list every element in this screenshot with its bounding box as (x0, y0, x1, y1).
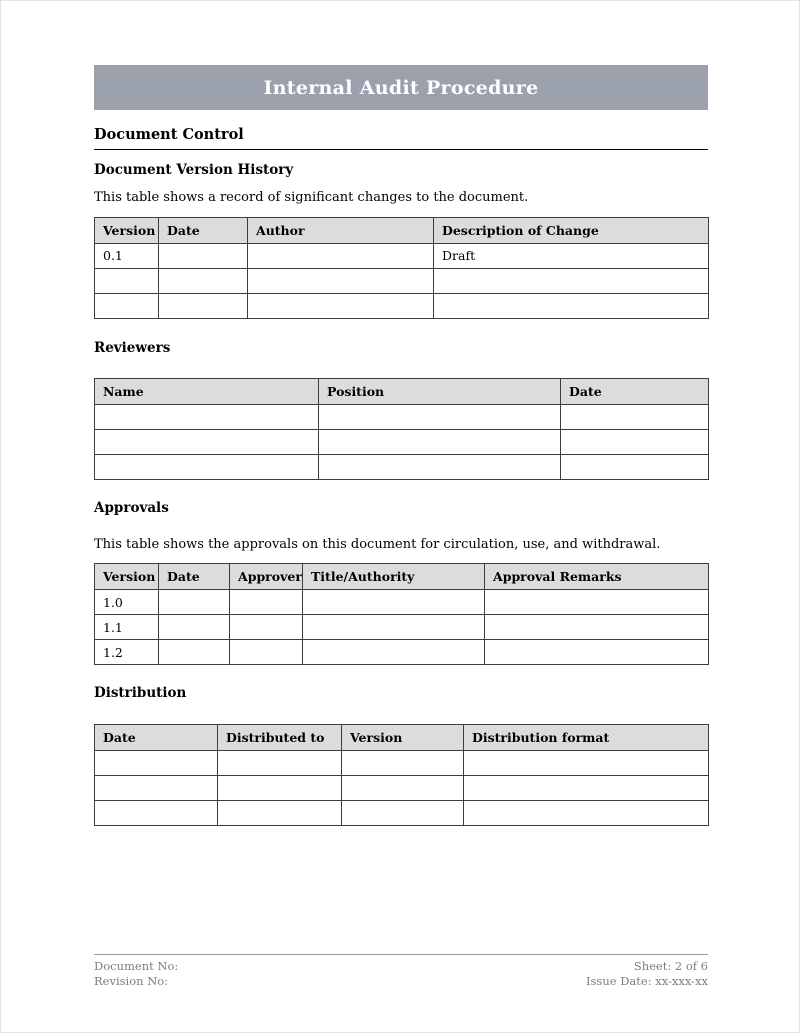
column-header-version: Version (95, 564, 159, 590)
cell-date[interactable] (95, 800, 218, 825)
cell-author[interactable] (248, 268, 434, 293)
cell-author[interactable] (248, 243, 434, 268)
table-header-row (95, 724, 709, 750)
cell-title-authority[interactable] (303, 640, 485, 665)
document-title-banner (94, 65, 708, 110)
cell-date[interactable] (95, 750, 218, 775)
table-row (95, 590, 709, 615)
column-header-position: Position (319, 379, 561, 405)
cell-title-authority[interactable] (303, 615, 485, 640)
cell-date[interactable] (159, 615, 230, 640)
cell-approval-remarks[interactable] (485, 590, 709, 615)
table-row (95, 640, 709, 665)
column-header-date: Date (159, 217, 248, 243)
cell-date[interactable] (159, 268, 248, 293)
table-header-row (95, 379, 709, 405)
cell-name[interactable] (95, 455, 319, 480)
footer-issue-date: Issue Date: xx-xxx-xx (585, 974, 708, 989)
cell-approver[interactable] (230, 615, 303, 640)
column-header-date: Date (95, 724, 218, 750)
cell-approver[interactable] (230, 640, 303, 665)
cell-distributed-to[interactable] (218, 750, 342, 775)
column-header-author: Author (248, 217, 434, 243)
table-row (95, 268, 709, 293)
table-row (95, 615, 709, 640)
footer-revision-no: Revision No: (94, 974, 169, 989)
cell-date[interactable] (159, 243, 248, 268)
cell-version[interactable] (342, 775, 464, 800)
column-header-approval-remarks: Approval Remarks (485, 564, 709, 590)
cell-approval-remarks[interactable] (485, 640, 709, 665)
cell-position[interactable] (319, 430, 561, 455)
reviewers-table (94, 378, 709, 480)
version-history-intro: This table shows a record of significant changes to the document. (94, 190, 529, 206)
cell-version[interactable]: 1.0 (95, 590, 159, 615)
column-header-date: Date (159, 564, 230, 590)
cell-date[interactable] (561, 455, 709, 480)
footer-sheet-number: Sheet: 2 of 6 (633, 959, 708, 973)
cell-date[interactable] (159, 293, 248, 318)
cell-date[interactable] (95, 775, 218, 800)
table-row (95, 293, 709, 318)
cell-author[interactable] (248, 293, 434, 318)
version-history-table (94, 217, 709, 319)
column-header-name: Name (95, 379, 319, 405)
cell-distributed-to[interactable] (218, 775, 342, 800)
cell-version[interactable]: 1.2 (95, 640, 159, 665)
column-header-title-authority: Title/Authority (303, 564, 485, 590)
cell-position[interactable] (319, 455, 561, 480)
cell-version[interactable] (342, 750, 464, 775)
table-row (95, 455, 709, 480)
page-title: Internal Audit Procedure (263, 76, 539, 99)
column-header-distributed-to: Distributed to (218, 724, 342, 750)
cell-distribution-format[interactable] (464, 750, 709, 775)
footer-document-no: Document No: (94, 959, 179, 973)
cell-name[interactable] (95, 405, 319, 430)
cell-title-authority[interactable] (303, 590, 485, 615)
page-footer (94, 954, 708, 989)
cell-name[interactable] (95, 430, 319, 455)
table-row (95, 775, 709, 800)
cell-position[interactable] (319, 405, 561, 430)
cell-date[interactable] (561, 405, 709, 430)
table-row (95, 750, 709, 775)
cell-description[interactable] (434, 293, 709, 318)
subsection-heading-approvals: Approvals (94, 500, 169, 517)
cell-version[interactable]: 1.1 (95, 615, 159, 640)
column-header-version: Version (342, 724, 464, 750)
table-header-row (95, 217, 709, 243)
cell-distributed-to[interactable] (218, 800, 342, 825)
cell-version[interactable] (95, 293, 159, 318)
cell-description[interactable] (434, 268, 709, 293)
column-header-version: Version (95, 217, 159, 243)
cell-description[interactable]: Draft (434, 243, 709, 268)
cell-version[interactable] (342, 800, 464, 825)
section-heading-document-control: Document Control (94, 127, 708, 150)
footer-row-top (94, 959, 708, 974)
subsection-heading-reviewers: Reviewers (94, 339, 171, 356)
page-content (94, 1, 708, 826)
distribution-table (94, 724, 709, 826)
cell-version[interactable]: 0.1 (95, 243, 159, 268)
cell-date[interactable] (159, 640, 230, 665)
column-header-date: Date (561, 379, 709, 405)
table-header-row (95, 564, 709, 590)
column-header-approver: Approver (230, 564, 303, 590)
cell-distribution-format[interactable] (464, 800, 709, 825)
approvals-intro: This table shows the approvals on this document for circulation, use, and withdrawal. (94, 536, 661, 552)
approvals-table (94, 563, 709, 665)
column-header-description-of-change: Description of Change (434, 217, 709, 243)
cell-date[interactable] (561, 430, 709, 455)
table-row (95, 800, 709, 825)
footer-row-bottom (94, 974, 708, 989)
cell-distribution-format[interactable] (464, 775, 709, 800)
cell-date[interactable] (159, 590, 230, 615)
subsection-heading-distribution: Distribution (94, 685, 187, 702)
cell-approval-remarks[interactable] (485, 615, 709, 640)
cell-approver[interactable] (230, 590, 303, 615)
table-row (95, 405, 709, 430)
table-row (95, 243, 709, 268)
subsection-heading-version-history: Document Version History (94, 161, 294, 178)
column-header-distribution-format: Distribution format (464, 724, 709, 750)
cell-version[interactable] (95, 268, 159, 293)
table-row (95, 430, 709, 455)
